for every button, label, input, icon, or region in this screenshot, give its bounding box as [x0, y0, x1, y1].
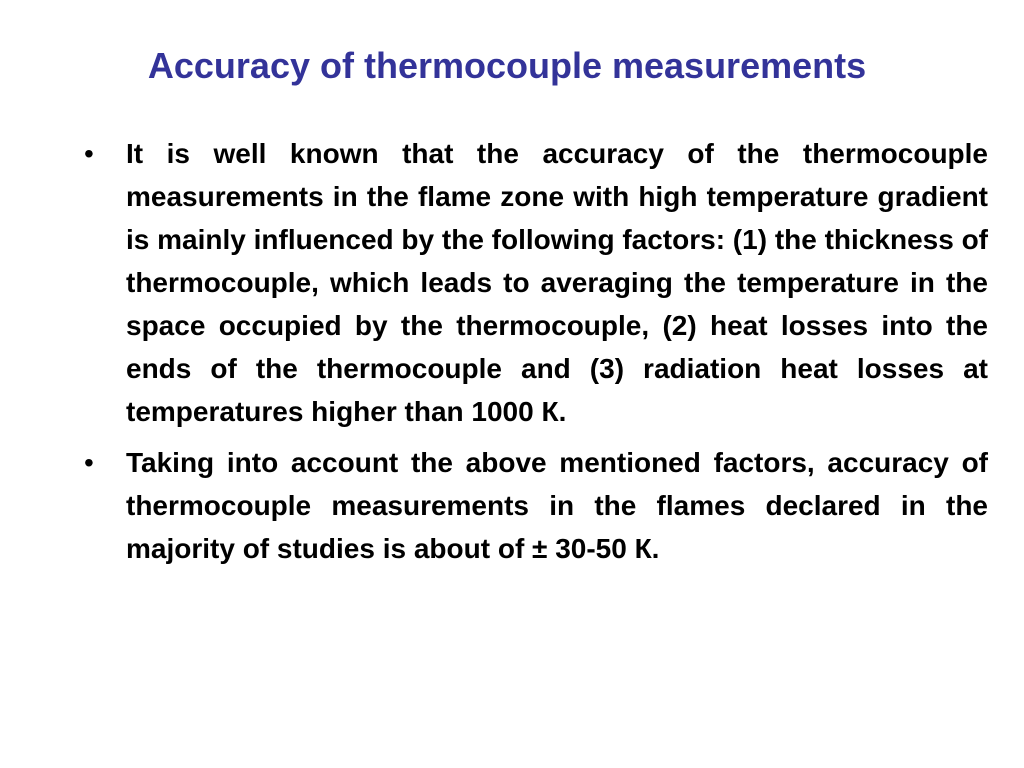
bullet-icon: •: [84, 138, 94, 169]
bullet-text: It is well known that the accuracy of the thermocouple measurements in the flame zone with high temperature gradient is mainly influenced by the following factors: (1) the thickness of thermocouple, which leads to averaging the temperature in the space occupied by the thermocouple, (2) heat losses into the ends of the thermocouple and (3) radiation heat losses at temperatures higher than 1000 К.: [126, 138, 988, 427]
bullet-text: Taking into account the above mentioned factors, accuracy of thermocouple measurements in the flames declared in the majority of studies is about of ± 30-50 К.: [126, 447, 988, 564]
bullet-icon: •: [84, 447, 94, 478]
slide-title: Accuracy of thermocouple measurements: [147, 45, 867, 86]
bullet-item-factors: [84, 132, 988, 433]
bullet-item-accuracy: [84, 441, 988, 570]
bullet-list: [84, 132, 988, 570]
